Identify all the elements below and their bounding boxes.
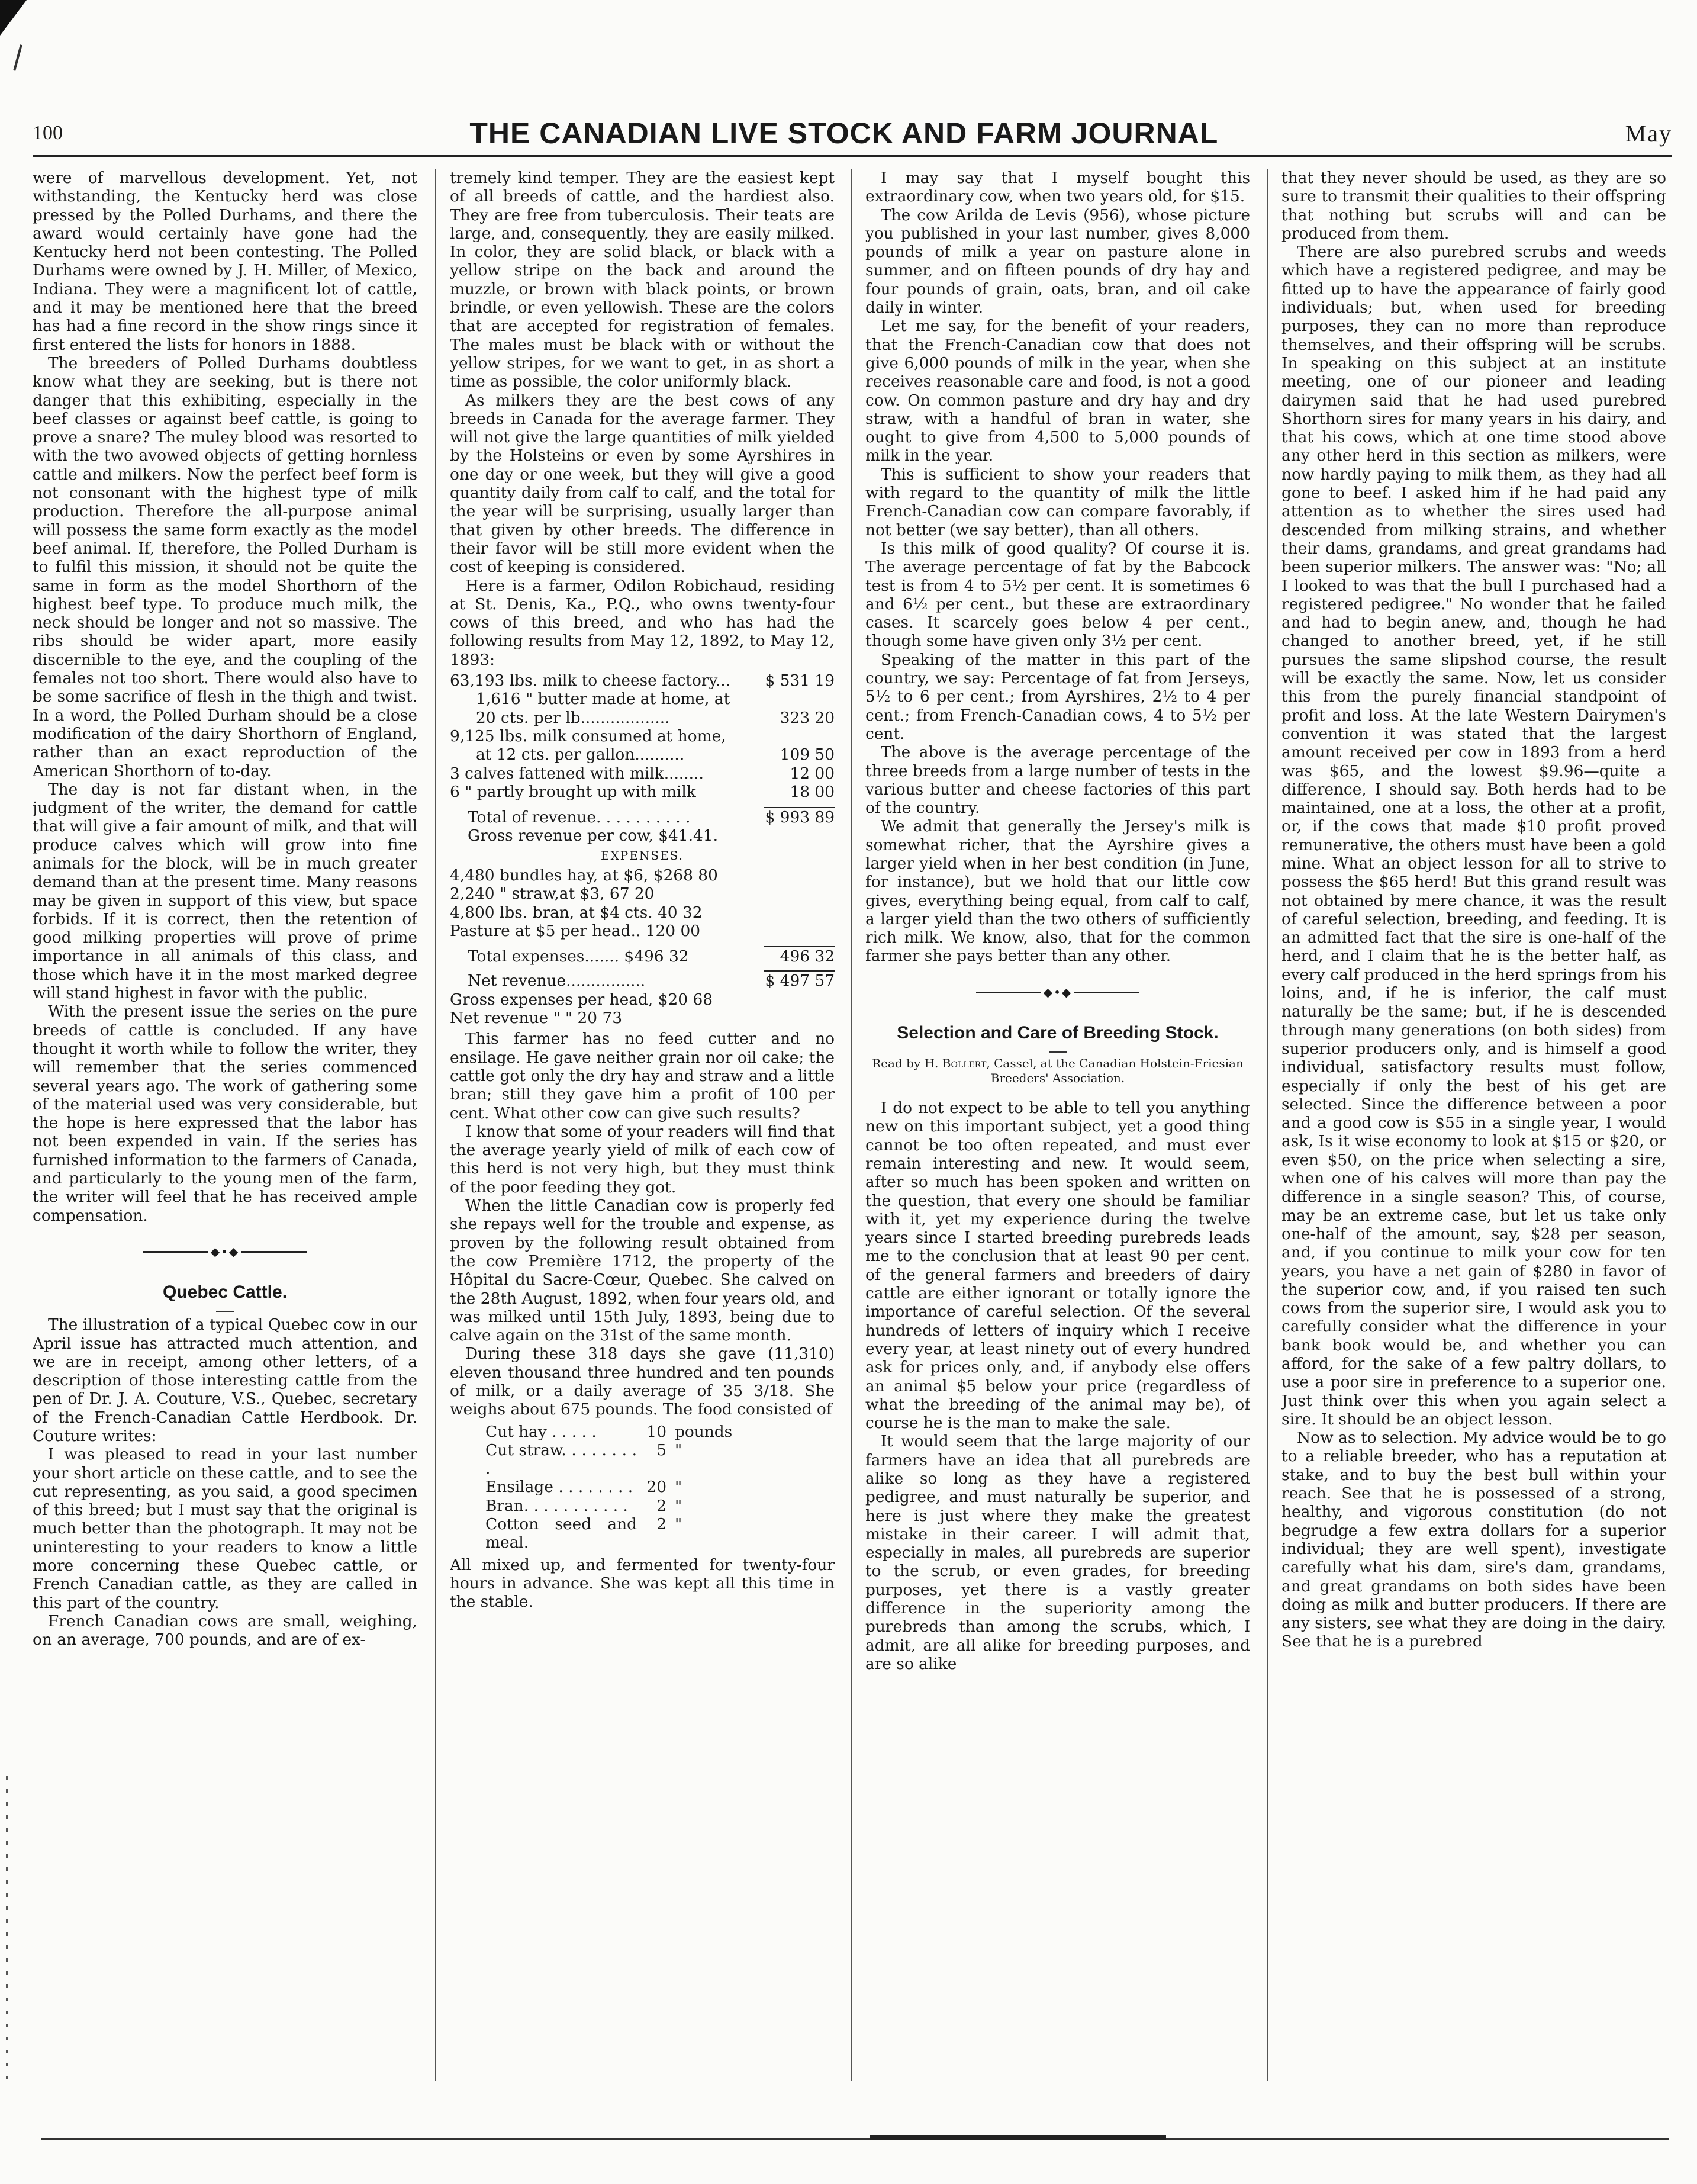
ledger-row: 20 cts. per lb.................. 323 20	[476, 708, 835, 727]
section-heading-quebec-cattle: Quebec Cattle.	[162, 1282, 288, 1302]
page-header	[33, 112, 1672, 154]
page-number: 100	[33, 122, 63, 144]
paragraph: The illustration of a typical Quebec cow in our April issue has attracted much attention, and we are in receipt, among other letters, of a description of those interesting cattle from the pen of Dr. J. A. Couture, V.S., Quebec, secretary of the French-Canadian Cattle Herdbook. Dr. Couture writes:	[33, 1315, 417, 1445]
section-heading-selection-breeding-stock: Selection and Care of Breeding Stock.	[897, 1023, 1219, 1043]
paragraph: Here is a farmer, Odilon Robichaud, residing at St. Denis, Ka., P.Q., who owns twenty-four cows of this breed, and who has had the following results from May 12, 1892, to May 12, 1893:	[450, 576, 835, 669]
journal-title: THE CANADIAN LIVE STOCK AND FARM JOURNAL	[469, 117, 1219, 150]
gross-expenses-row: Gross expenses per head, $20 68	[450, 990, 713, 1009]
paragraph: I do not expect to be able to tell you anything new on this important subject, yet a good thing cannot be too often repeated, and must ever remain interesting and new. It would seem, after so much has been spoken and written on the question, that every one should be familiar with it, yet my experience during the twelve years since I started breeding purebreds leads me to the conclusion that at least 90 per cent. of the general farmers and breeders of dairy cattle are either ignorant or totally ignore the importance of careful selection. Of the several hundreds of letters of inquiry which I receive every year, at least ninety out of every hundred ask for prices only, and, if anybody else offers an animal $5 below your price (regardless of what the breeding of the animal may be), of course he is the man to make the sale.	[865, 1099, 1250, 1433]
ledger-row: 63,193 lbs. milk to cheese factory... $ 531 19	[450, 671, 835, 690]
paragraph: All mixed up, and fermented for twenty-four hours in advance. She was kept all this time in the stable.	[450, 1555, 835, 1612]
column-2	[450, 169, 835, 2081]
paragraph: Let me say, for the benefit of your readers, that the French-Canadian cow that does not give 6,000 pounds of milk in the year, when she receives reasonable care and food, is not a good cow. On common pasture and dry hay and dry straw, with a handful of bran in water, she ought to give from 4,500 to 5,000 pounds of milk in the year.	[865, 317, 1250, 465]
expense-row: 4,480 bundles hay, at $6, $268 80	[450, 866, 718, 884]
paragraph: The cow Arilda de Levis (956), whose picture you published in your last number, gives 8,000 pounds of milk a year on pasture alone in summer, and on fifteen pounds of dry hay and four pounds of grain, oats, bran, and oil cake daily in winter.	[865, 205, 1250, 317]
paragraph: French Canadian cows are small, weighing, on an average, 700 pounds, and are of ex-	[33, 1612, 417, 1649]
scan-corner-mark	[0, 0, 27, 36]
column-1	[33, 169, 417, 2081]
paragraph: As milkers they are the best cows of any breeds in Canada for the average farmer. They will not give the large quantities of milk yielded by the Holsteins or even by some Ayrshires in one day or one week, but they will give a good quantity daily from calf to calf, and the total for the year will be surprising, usually larger than that given by other breeds. The difference in their favor will be still more evident when the cost of keeping is considered.	[450, 391, 835, 577]
total-expenses-row: Total expenses....... $496 32 496 32	[468, 947, 835, 966]
ledger-row: 9,125 lbs. milk consumed at home,	[450, 726, 726, 745]
column-3	[865, 169, 1250, 2081]
scan-bottom-edge	[41, 2131, 1669, 2149]
ledger-row: at 12 cts. per gallon.......... 109 50	[476, 745, 835, 764]
net-revenue-per-head-row: Net revenue " " 20 73	[450, 1009, 623, 1028]
paragraph: I may say that I myself bought this extraordinary cow, when two years old, for $15.	[865, 169, 1250, 206]
ledger-row: 1,616 " butter made at home, at	[476, 690, 730, 709]
gross-revenue-row: Gross revenue per cow, $41.41.	[468, 826, 718, 845]
scan-edge-marks	[6, 1776, 8, 2084]
header-rule	[33, 155, 1672, 157]
paragraph: This farmer has no feed cutter and no ensilage. He gave neither grain nor oil cake; the cattle got only the dry hay and straw and a little bran; still they gave him a profit of 100 per cent. What other cow can give such results?	[450, 1030, 835, 1122]
feed-row: Ensilage . . . . . . . . 20 "	[485, 1478, 682, 1497]
feed-row: Cotton seed and meal. 2 "	[485, 1515, 682, 1552]
paragraph: Speaking of the matter in this part of the country, we say: Percentage of fat from Jerseys, 5½ to 6 per cent.; from Ayrshires, 2½ to 4 per cent.; from French-Canadian cows, 4 to 5½ per cent.	[865, 650, 1250, 743]
section-divider: ◆•◆	[33, 1243, 417, 1261]
paragraph: We admit that generally the Jersey's milk is somewhat richer, that the Ayrshire gives a larger yield when in her best condition (in June, for instance), but we hold that our little cow gives, everything being equal, from calf to calf, a larger yield than the two others of sufficiently rich milk. We know, also, that for the common farmer she pays better than any other.	[865, 817, 1250, 966]
paragraph: The above is the average percentage of the three breeds from a large number of tests in the various butter and cheese factories of this part of the country.	[865, 743, 1250, 818]
author-name: H. Bollert,	[924, 1056, 990, 1071]
paragraph: that they never should be used, as they are so sure to transmit their qualities to their offspring that nothing but scrubs will and can be produced from them.	[1281, 169, 1666, 243]
issue-month: May	[1625, 120, 1672, 147]
article-columns	[33, 169, 1672, 2081]
ledger-row: 3 calves fattened with milk........ 12 00	[450, 764, 835, 783]
expense-row: Pasture at $5 per head.. 120 00	[450, 921, 701, 940]
paragraph: The breeders of Polled Durhams doubtless know what they are seeking, but is there not danger that this exhibiting, especially in the beef classes or against beef cattle, is going to prove a snare? The muley blood was resorted to with the two avowed objects of getting hornless cattle and milkers. Now the perfect beef form is not consonant with the highest type of milk production. Therefore the all-purpose animal will possess the same form exactly as the model beef animal. If, therefore, the Polled Durham is to fulfil this mission, it should not be quite the same in form as the model Shorthorn of the highest beef type. To produce much milk, the neck should be longer and not so massive. The ribs should be wider apart, more easily discernible to the eye, and the coupling of the females not too short. There would also have to be some sacrifice of flesh in the thigh and twist. In a word, the Polled Durham should be a close modification of the dairy Shorthorn of England, rather than an exact reproduction of the American Shorthorn of to-day.	[33, 353, 417, 780]
paragraph: I know that some of your readers will find that the average yearly yield of milk of each cow of this herd is not very high, but they must think of the poor feeding they got.	[450, 1122, 835, 1196]
total-revenue-row: Total of revenue. . . . . . . . . . $ 993 89	[468, 808, 835, 827]
paragraph: During these 318 days she gave (11,310) eleven thousand three hundred and ten pounds of milk, or a daily average of 35 3/18. She weighs about 675 pounds. The food consisted of	[450, 1345, 835, 1419]
paragraph: The day is not far distant when, in the judgment of the writer, the demand for cattle that will give a fair amount of milk, and that will produce calves which will grow into fine animals for the block, will be in much greater demand than at the present time. Many reasons may be given in support of this view, but space forbids. If it is correct, then the retention of good milking properties will prove of prime importance in all animals of this class, and those which have it in the most marked degree will stand highest in favor with the public.	[33, 780, 417, 1003]
section-divider: ◆•◆	[865, 983, 1250, 1002]
column-4	[1281, 169, 1666, 2081]
feed-table	[485, 1423, 835, 1552]
paragraph: tremely kind temper. They are the easiest kept of all breeds of cattle, and the hardiest also. They are free from tuberculosis. Their teats are large, and, consequently, they are easily milked. In color, they are solid black, or black with a yellow stripe on the back and around the muzzle, or brown with black points, or brown brindle, or even yellowish. These are the colors that are accepted for registration of females. The males must be black with or without the yellow stripes, for we want to get, in as short a time as possible, the color uniformly black.	[450, 169, 835, 391]
paragraph: There are also purebred scrubs and weeds which have a registered pedigree, and may be fitted up to have the appearance of fairly good individuals; but, when used for breeding purposes, they can no more than reproduce themselves, and their offspring will be scrubs. In speaking on this subject at an institute meeting, one of our pioneer and leading dairymen said that he had used purebred Shorthorn sires for many years in his dairy, and that his cows, which at one time stood above any other herd in this section as milkers, were now hardly paying to milk them, as they had all gone to beef. I asked him if he had paid any attention as to whether the sires used had descended from milking strains, and whether their dams, grandams, and great grandams had been superior milkers. The answer was: "No; all I looked to was that the bull I purchased had a registered pedigree." No wonder that he failed and had to begin anew, and, though he had changed to another breed, yet, if he still pursues the same slipshod course, the result will be exactly the same. Now, let us consider this from the purely financial standpoint of profit and loss. At the late Western Dairymen's convention it was stated that the largest amount received per cow in 1893 from a herd was $65, and the lowest $9.96—quite a difference, I should say. Both herds had to be maintained, one at a loss, the other at a profit, or, if the cows that made $10 profit proved remunerative, the others must have been a gold mine. What an object lesson for all to strive to possess the $65 herd! But this grand result was not obtained by mere chance, it was the result of careful selection, breeding, and feeding. It is an admitted fact that the sire is one-half of the herd, and I claim that he is the better half, as every calf produced in the herd springs from his loins, and, if he is inferior, the calf must naturally be the same; but, if he is descended through many generations (on both sides) from superior producers only, and is himself a good individual, satisfactory results must follow, especially if only the best of his get are selected. Since the difference between a poor and a good cow is $55 in a single year, I would ask, Is it wise economy to look at $15 or $20, or even $50, on the price when selecting a sire, when one of his calves will more than pay the difference in a single season? This, of course, may be an extreme case, but let us take only one-half of the amount, say, $28 per season, and, if you continue to milk your cow for ten years, you have a net gain of $280 in favor of the superior cow, and, if you raised ten such cows from the superior sire, I would ask you to carefully consider what the difference in your bank book would be, and whether you can afford, for the sake of a few paltry dollars, to use a poor sire in preference to a superior one. Just think over this when you again select a sire. It should be an object lesson.	[1281, 243, 1666, 1429]
ledger-row: 6 " partly brought up with milk 18 00	[450, 782, 835, 801]
feed-row: Cut straw. . . . . . . . . 5 "	[485, 1440, 682, 1478]
paragraph: With the present issue the series on the pure breeds of cattle is concluded. If any have thought it worth while to follow the writer, they will remember that the series commenced several years ago. The work of gathering some of the material used was very considerable, but the hope is here expressed that the labor has not been expended in vain. If the series has furnished information to the farmers of Canada, and particularly to the young men of the farm, the writer will feel that he has received ample compensation.	[33, 1002, 417, 1225]
expenses-heading: EXPENSES.	[600, 848, 684, 863]
heading-rule	[216, 1311, 234, 1312]
expense-row: 2,240 " straw,at $3, 67 20	[450, 884, 655, 903]
net-revenue-row: Net revenue................ $ 497 57	[468, 972, 835, 990]
paragraph: Is this milk of good quality? Of course it is. The average percentage of fat by the Babcock test is from 4 to 5½ per cent. It is sometimes 6 and 6½ per cent., but these are extraordinary cases. It scarcely goes below 4 per cent., though some have given only 3½ per cent.	[865, 539, 1250, 651]
byline: Read by H. Bollert, Cassel, at the Canadian Holstein-Friesian Breeders' Association.	[872, 1056, 1244, 1086]
feed-row: Bran. . . . . . . . . . . 2 "	[485, 1496, 682, 1515]
scan-mark	[13, 44, 22, 71]
paragraph: When the little Canadian cow is properly fed she repays well for the trouble and expense, as proven by the following result obtained from the cow Première 1712, the property of the Hôpital du Sacre-Cœur, Quebec. She calved on the 28th August, 1892, when four years old, and was milked until 15th July, 1893, being due to calve again on the 31st of the same month.	[450, 1196, 835, 1345]
revenue-ledger	[450, 671, 835, 1027]
paragraph: I was pleased to read in your last number your short article on these cattle, and to see the cut representing, as you said, a good specimen of this breed; but I must say that the original is much better than the photograph. It may not be uninteresting to your readers to know a little more concerning these Quebec cattle, or French Canadian cattle, as they are called in this part of the country.	[33, 1445, 417, 1612]
heading-rule	[1049, 1051, 1067, 1053]
paragraph: Now as to selection. My advice would be to go to a reliable breeder, who has a reputation at stake, and to buy the best bull within your reach. See that he is possessed of a strong, healthy, and vigorous constitution (do not begrudge a few extra dollars for a superior individual; they are well spent), investigate carefully what his dam, sire's dam, grandams, and great grandams on both sides have been doing as milk and butter producers. If there are any sisters, see what they are doing in the dairy. See that he is a purebred	[1281, 1429, 1666, 1651]
paragraph: were of marvellous development. Yet, not withstanding, the Kentucky herd was close pressed by the Polled Durhams, and there the award would certainly have gone had the Kentucky herd not been contesting. The Polled Durhams were owned by J. H. Miller, of Mexico, Indiana. They were a magnificent lot of cattle, and it may be mentioned here that the breed has had a fine record in the show rings since it first entered the lists for honors in 1888.	[33, 169, 417, 354]
feed-row: Cut hay . . . . . 10 pounds	[485, 1422, 733, 1441]
paragraph: This is sufficient to show your readers that with regard to the quantity of milk the little French-Canadian cow can compare favorably, if not better (we say better), than all others.	[865, 465, 1250, 539]
expense-row: 4,800 lbs. bran, at $4 cts. 40 32	[450, 903, 703, 922]
paragraph: It would seem that the large majority of our farmers have an idea that all purebreds are alike so long as they have a registered pedigree, and must naturally be superior, and here is just where they make the greatest mistake in their career. I will admit that, especially in males, all purebreds are superior to the scrub, or even grades, for breeding purposes, yet there is a vastly greater difference in the superiority among the purebreds than among the scrubs, which, I admit, are all alike for breeding purposes, and are so alike	[865, 1432, 1250, 1673]
